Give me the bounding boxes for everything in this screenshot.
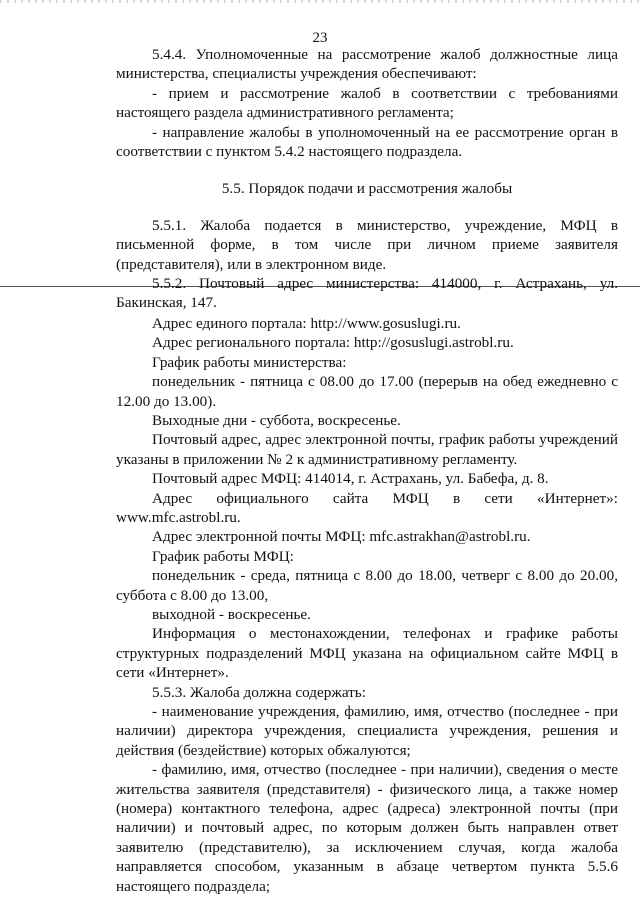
institutions-info: Почтовый адрес, адрес электронной почты, график работы учреждений указаны в приложении № 2 к административному регламенту. — [116, 431, 618, 468]
document-body — [116, 45, 618, 896]
list-item-5-5-3-b: - фамилию, имя, отчество (последнее - при наличии), сведения о месте жительства заявителя (представителя) - физического лица, а также номер (номера) контактного телефона, адрес (адреса) электронной почты (при наличии) и почтовый адрес, по которым должен быть направлен ответ заявителю (представителю), за исключением случая, когда жалоба направляется способом, указанным в абзаце четвертом пункта 5.5.6 настоящего подраздела; — [116, 761, 618, 895]
paragraph-5-5-1: 5.5.1. Жалоба подается в министерство, учреждение, МФЦ в письменной форме, в том числе при личном приеме заявителя (представителя), или в электронном виде. — [116, 216, 618, 273]
paragraph-5-5-2: 5.5.2. Почтовый адрес министерства: 414000, г. Астрахань, ул. Бакинская, 147. — [116, 275, 618, 312]
list-item-5-4-4-a: - прием и рассмотрение жалоб в соответствии с требованиями настоящего раздела административного регламента; — [116, 84, 618, 122]
list-item-5-5-3-a: - наименование учреждения, фамилию, имя, отчество (последнее - при наличии) директора учреждения, специалиста учреждения, решения и действия (бездействие) которых обжалуются; — [116, 703, 618, 759]
paragraph-5-4-4: 5.4.4. Уполномоченные на рассмотрение жалоб должностные лица министерства, специалисты учреждения обеспечивают: — [116, 46, 618, 83]
ministry-schedule-title: График работы министерства: — [152, 353, 347, 371]
scan-artifact-top — [0, 0, 640, 3]
mfc-website: Адрес официального сайта МФЦ в сети «Интернет»: www.mfc.astrobl.ru. — [116, 489, 618, 526]
mfc-divisions-info: Информация о местонахождении, телефонах и графике работы структурных подразделений МФЦ указана на официальном сайте МФЦ в сети «Интернет». — [116, 625, 618, 682]
mfc-email: Адрес электронной почты МФЦ: mfc.astrakhan@astrobl.ru. — [152, 528, 531, 546]
mfc-postal-address: Почтовый адрес МФЦ: 414014, г. Астрахань, ул. Бабефа, д. 8. — [152, 470, 549, 488]
regional-portal-address: Адрес регионального портала: http://gosuslugi.astrobl.ru. — [152, 334, 514, 352]
mfc-schedule: понедельник - среда, пятница с 8.00 до 18.00, четверг с 8.00 до 20.00, суббота с 8.00 до 13.00, — [116, 567, 618, 604]
paragraph-5-5-3: 5.5.3. Жалоба должна содержать: — [152, 683, 366, 701]
ministry-schedule: понедельник - пятница с 08.00 до 17.00 (перерыв на обед ежедневно с 12.00 до 13.00). — [116, 373, 618, 410]
weekend-days: Выходные дни - суббота, воскресенье. — [152, 411, 401, 429]
section-heading-5-5: 5.5. Порядок подачи и рассмотрения жалобы — [221, 180, 513, 198]
unified-portal-address: Адрес единого портала: http://www.gosuslugi.ru. — [152, 314, 461, 332]
page-number: 23 — [312, 30, 328, 46]
mfc-day-off: выходной - воскресенье. — [152, 605, 311, 623]
list-item-5-4-4-b: - направление жалобы в уполномоченный на ее рассмотрение орган в соответствии с пунктом 5.4.2 настоящего подраздела. — [116, 123, 618, 161]
mfc-schedule-title: График работы МФЦ: — [152, 547, 294, 565]
